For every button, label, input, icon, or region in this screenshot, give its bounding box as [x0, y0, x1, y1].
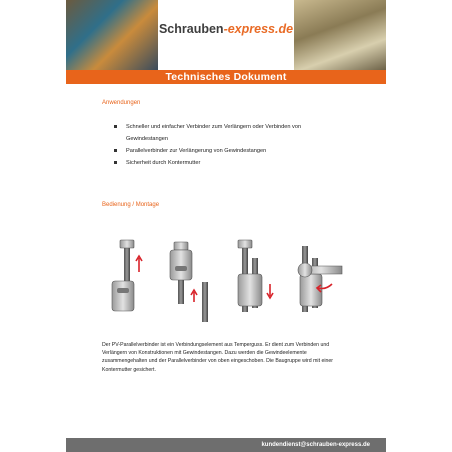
- footer-bar: [66, 438, 386, 452]
- list-item-text-continued: Gewindestangen: [126, 136, 168, 142]
- screws-photo: [294, 0, 386, 70]
- logo-main-text: Schrauben: [158, 22, 224, 36]
- list-item: [114, 121, 359, 145]
- document-page: [66, 0, 386, 452]
- header-banner: [66, 0, 386, 70]
- bullet-square-icon: [114, 125, 117, 128]
- document-title-bar: [66, 70, 386, 84]
- contact-email-link[interactable]: kundendienst@schrauben-express.de: [261, 442, 370, 448]
- operation-heading: Bedienung / Montage: [102, 202, 160, 208]
- list-item-text: Schneller und einfacher Verbinder zum Verlängern oder Verbinden von: [126, 124, 302, 130]
- step-2-illustration: [170, 242, 208, 322]
- logo-accent-text: -express.de: [223, 22, 294, 36]
- brand-logo: [158, 14, 294, 44]
- operation-description: Der PV-Parallelverbinder ist ein Verbindungselement aus Temperguss. Er dient zum Verbinden und Verlängern von Konstruktionen mit Gewindestangen. Dazu werden die Gewindeelemente zusammengehalten und der Parallelverbinder von oben eingeschoben. Die Baugruppe wird mit einer Kontermutter gesichert.: [102, 342, 333, 373]
- bullet-square-icon: [114, 149, 117, 152]
- applications-list: [114, 121, 359, 169]
- list-item-text: Parallelverbinder zur Verlängerung von Gewindestangen: [126, 148, 267, 154]
- bullet-square-icon: [114, 161, 117, 164]
- assembly-diagram: [102, 236, 352, 326]
- step-4-illustration: [298, 246, 342, 312]
- list-item: [114, 157, 359, 169]
- list-item-text: Sicherheit durch Kontermutter: [126, 160, 201, 166]
- step-3-illustration: [238, 240, 273, 312]
- step-1-illustration: [112, 240, 142, 311]
- list-item: [114, 145, 359, 157]
- applications-heading: Anwendungen: [102, 100, 141, 106]
- tools-photo: [66, 0, 158, 70]
- document-title: Technisches Dokument: [165, 71, 287, 83]
